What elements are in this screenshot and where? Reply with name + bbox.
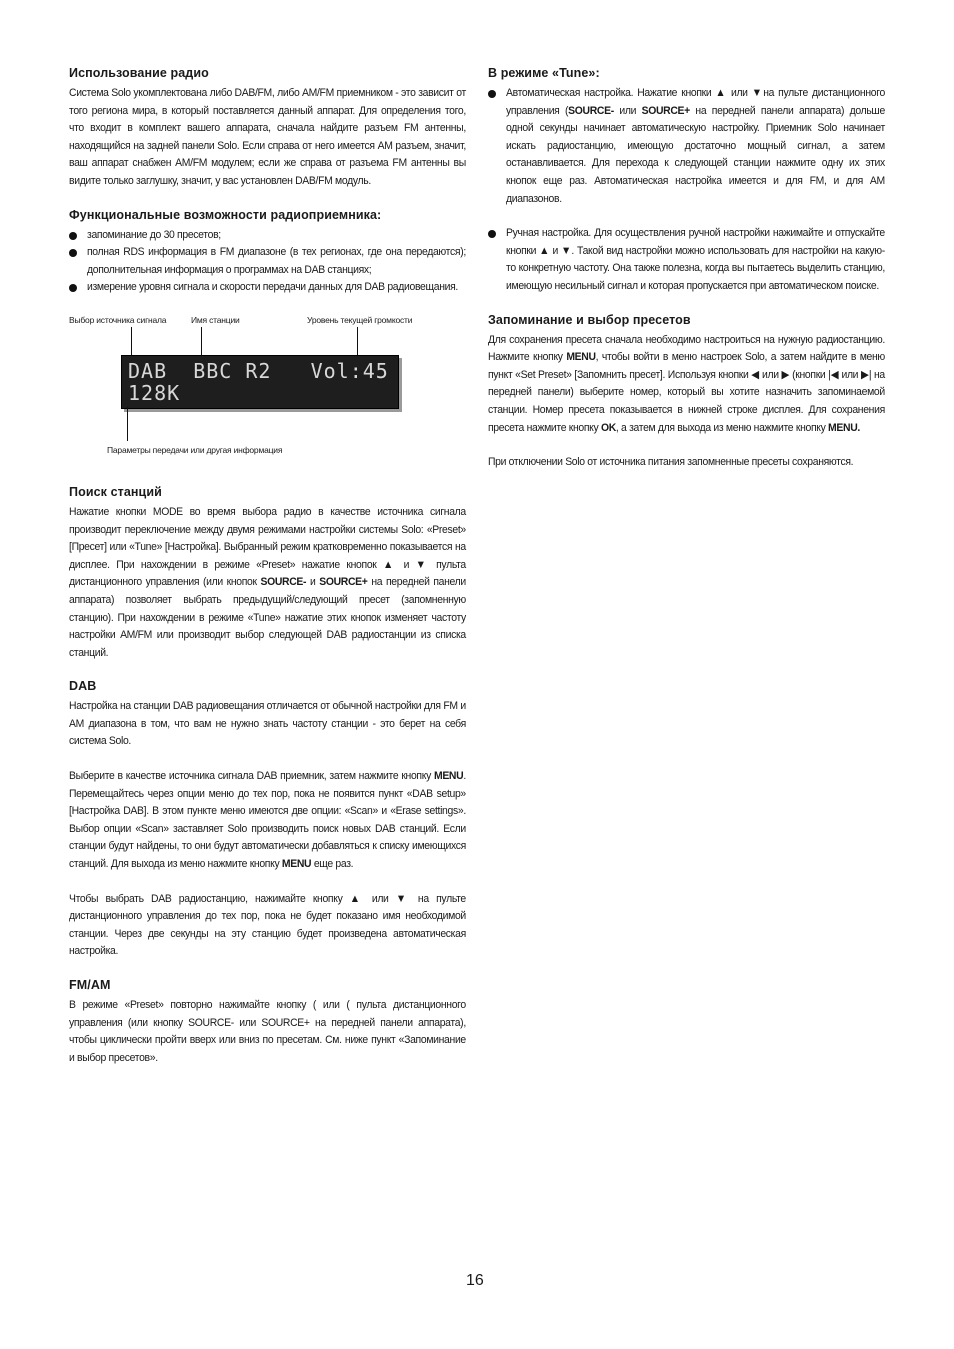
section-dab <box>69 679 466 961</box>
list-item: запоминание до 30 пресетов; <box>69 227 466 245</box>
paragraph-presets-1: Для сохранения пресета сначала необходимо настроиться на нужную радиостанцию. Нажмите кнопку MENU, чтобы войти в меню настроек Solo, а затем найдите в меню пункт «Set Preset» [Запомнить пресет]. Используя кнопки ◀ или ▶ (кнопки |◀ или ▶| на передней панели) выберите номер, который вы хотите назначить запоминаемой станции. Номер пресета показывается в нижней строке дисплея. Для сохранения пресета нажмите кнопку OK, а затем для выхода из меню нажмите кнопку MENU. <box>488 333 885 434</box>
section-station-search <box>69 485 466 662</box>
heading-station-search: Поиск станций <box>69 484 162 499</box>
display-figure <box>69 315 466 475</box>
section-radio-usage <box>69 66 466 191</box>
heading-features: Функциональные возможности радиоприемника: <box>69 207 382 222</box>
paragraph-fm-am: В режиме «Preset» повторно нажимайте кнопку ( или ( пульта дистанционного управления (или кнопку SOURCE- или SOURCE+ на передней панели аппарата), чтобы циклически пройти вверх или вниз по пресетам. См. ниже пункт «Запоминание и выбор пресетов». <box>69 999 466 1064</box>
label-signal-source: Выбор источника сигнала <box>69 314 167 325</box>
list-item: полная RDS информация в FM диапазоне (в тех регионах, где она передаются); дополнительная информация о программах на DAB станциях; <box>69 244 466 279</box>
heading-fm-am: FM/AM <box>69 978 111 992</box>
paragraph-presets-2: При отключении Solo от источника питания запомненные пресеты сохраняются. <box>488 456 854 469</box>
heading-tune-mode: В режиме «Tune»: <box>488 66 600 80</box>
heading-presets: Запоминание и выбор пресетов <box>488 312 691 327</box>
features-list <box>69 227 466 297</box>
pointer-line <box>131 327 132 357</box>
pointer-line <box>127 407 128 441</box>
list-item: Ручная настройка. Для осуществления ручной настройки нажимайте и отпускайте кнопки ▲ и ▼. Такой вид настройки можно использовать для настройки на какую-то конкретную частоту. Она также полезна, когда вы пытаетесь выделить станцию, имеющую несильный сигнал и которая пропускается при автоматическом поиске. <box>488 225 885 295</box>
label-station-name: Имя станции <box>191 314 240 325</box>
section-tune-mode <box>488 66 885 296</box>
list-item: измерение уровня сигнала и скорости передачи данных для DAB радиовещания. <box>69 279 466 297</box>
paragraph-dab-2: Выберите в качестве источника сигнала DAB приемник, затем нажмите кнопку MENU. Перемещайтесь через опции меню до тех пор, пока не появится пункт «DAB setup» [Настройка DAB]. В этом пункте меню имеются две опции: «Scan» и «Erase settings». Выбор опции «Scan» заставляет Solo производить поиск новых DAB станций. Если станции будут найдены, то они будут автоматически добавляться к списку имеющихся станций. Для выхода из меню нажмите кнопку MENU еще раз. <box>69 770 466 871</box>
paragraph-station-search: Нажатие кнопки MODE во время выбора радио в качестве источника сигнала производит переключение между двумя режимами настройки системы Solo: «Preset» [Пресет] или «Tune» [Настройка]. Выбранный режим кратковременно показывается на дисплее. При нахождении в режиме «Preset» нажатие кнопок ▲ и ▼ пульта дистанционного управления (или кнопок SOURCE- и SOURCE+ на передней панели аппарата) позволяет выбрать предыдущий/следующий пресет (запомненную станцию). При нахождении в режиме «Tune» нажатие этих кнопок изменяет частоту настройки AM/FM или производит выбор следующей DAB радиостанции из списка станций. <box>69 505 466 659</box>
lcd-row-1: DAB BBC R2 Vol:45 <box>128 358 389 383</box>
pointer-line <box>201 327 202 357</box>
label-transmission-params: Параметры передачи или другая информация <box>107 444 283 455</box>
tune-list <box>488 85 885 296</box>
label-volume-level: Уровень текущей громкости <box>307 314 413 325</box>
paragraph-radio-usage: Система Solo укомплектована либо DAB/FM, либо AM/FM приемником - это зависит от того региона мира, в который поставляется данный аппарат. Для определения того, что входит в комплект вашего аппарата, сначала найдите разъем FM антенны, находящийся на задней панели Solo. Если справа от него имеется AM разъем, значит, ваш аппарат снабжен AM/FM модулем; если же справа от разъема FM антенны вы видите только заглушку, значит, у вас установлен DAB/FM модуль. <box>69 87 466 187</box>
right-column <box>488 66 885 489</box>
section-fm-am <box>69 978 466 1067</box>
list-item: Автоматическая настройка. Нажатие кнопки ▲ или ▼на пульте дистанционного управления (SOURCE- или SOURCE+ на передней панели аппарата) дольше одной секунды начинает автоматическую настройку. Приемник Solo начинает искать радиостанцию, имеющую достаточно мощный сигнал, а затем останавливается. Для перехода к следующей станции нажмите одну их этих кнопок еще раз. Автоматическая настройка имеется и для FM, и для AM диапазонов. <box>488 85 885 208</box>
paragraph-dab-1: Настройка на станции DAB радиовещания отличается от обычной настройки для FM и AM диапазона в том, что вам не нужно знать частоту станции - это берет на себя система Solo. <box>69 700 466 748</box>
section-presets <box>488 313 885 472</box>
heading-dab: DAB <box>69 679 97 694</box>
paragraph-dab-3: Чтобы выбрать DAB радиостанцию, нажимайте кнопку ▲ или ▼ на пульте дистанционного управления до тех пор, пока не будет показано имя необходимой станции. Через две секунды на эту станцию будет произведена автоматическая настройка. <box>69 892 466 958</box>
left-column <box>69 66 466 1084</box>
section-features <box>69 208 466 297</box>
heading-radio-usage: Использование радио <box>69 66 209 80</box>
page-number: 16 <box>466 1272 484 1289</box>
pointer-line <box>357 327 358 357</box>
lcd-display <box>121 355 399 409</box>
lcd-row-2: 128K <box>128 380 181 405</box>
